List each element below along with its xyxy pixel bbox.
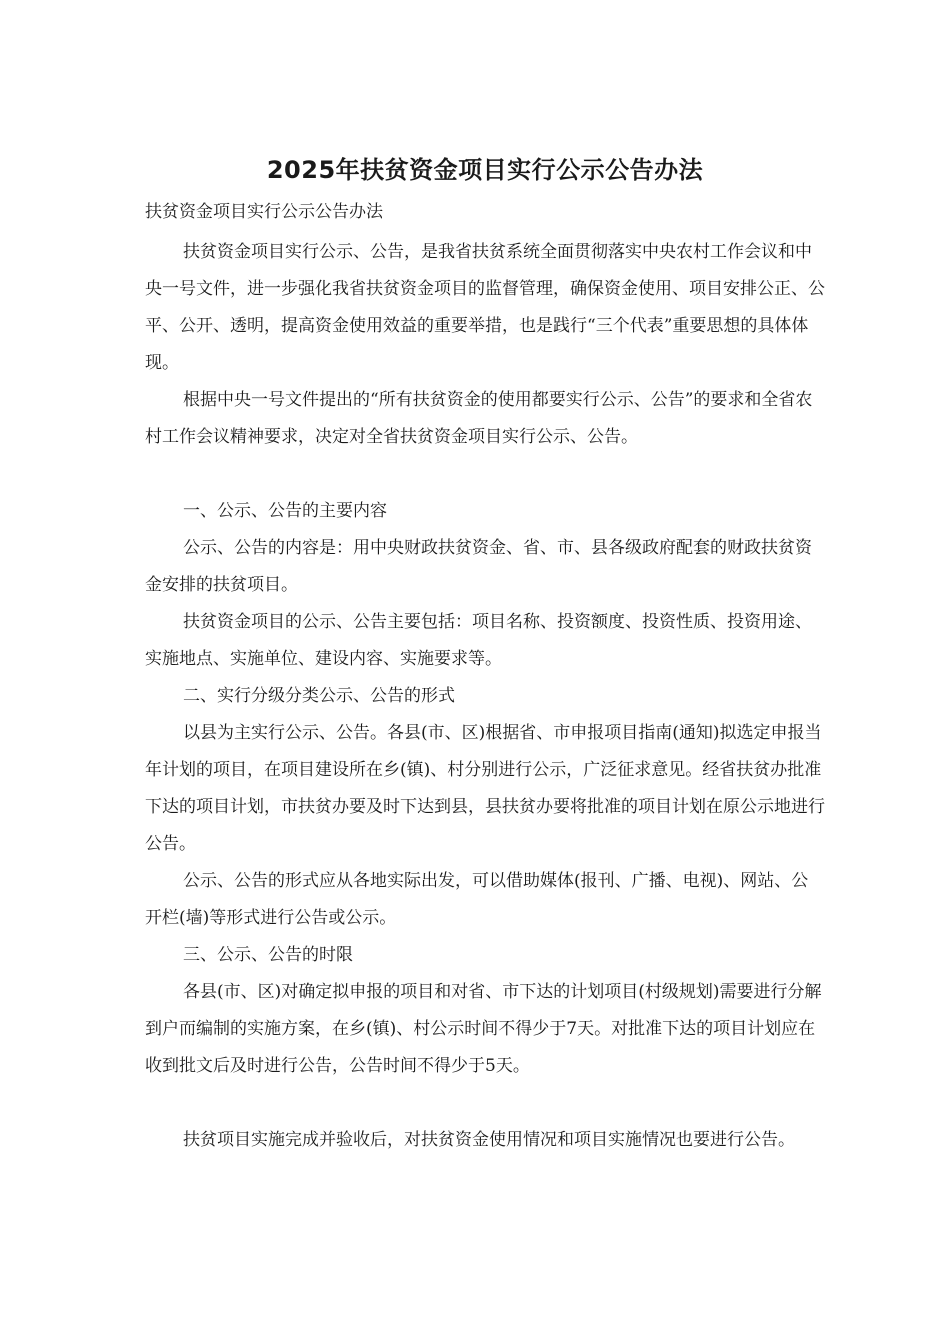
- document-title: 2025年扶贫资金项目实行公示公告办法: [266, 156, 704, 184]
- document-page: [145, 148, 825, 1159]
- blank-line: [145, 456, 825, 493]
- section-3-heading: 三、公示、公告的时限: [183, 945, 353, 965]
- document-subtitle: 扶贫资金项目实行公示公告办法: [145, 202, 383, 222]
- section-3-paragraph-2: 扶贫项目实施完成并验收后，对扶贫资金使用情况和项目实施情况也要进行公告。: [183, 1130, 795, 1150]
- intro-paragraph-1: 扶贫资金项目实行公示、公告，是我省扶贫系统全面贯彻落实中央农村工作会议和中央一号文件，进一步强化我省扶贫资金项目的监督管理，确保资金使用、项目安排公正、公平、公开、透明，提高资金使用效益的重要举措，也是践行“三个代表”重要思想的具体体现。: [145, 242, 825, 373]
- section-2-paragraph-1: 以县为主实行公示、公告。各县(市、区)根据省、市申报项目指南(通知)拟选定申报当年计划的项目，在项目建设所在乡(镇)、村分别进行公示，广泛征求意见。经省扶贫办批准下达的项目计划，市扶贫办要及时下达到县，县扶贫办要将批准的项目计划在原公示地进行公告。: [145, 723, 825, 854]
- section-2-heading: 二、实行分级分类公示、公告的形式: [183, 686, 455, 706]
- section-1-paragraph-2: 扶贫资金项目的公示、公告主要包括：项目名称、投资额度、投资性质、投资用途、实施地点、实施单位、建设内容、实施要求等。: [145, 612, 812, 669]
- section-1-heading: 一、公示、公告的主要内容: [183, 501, 387, 521]
- blank-line: [145, 1085, 825, 1122]
- section-3-paragraph-1: 各县(市、区)对确定拟申报的项目和对省、市下达的计划项目(村级规划)需要进行分解到户而编制的实施方案，在乡(镇)、村公示时间不得少于7天。对批准下达的项目计划应在收到批文后及时进行公告，公告时间不得少于5天。: [145, 982, 822, 1076]
- section-1-paragraph-1: 公示、公告的内容是：用中央财政扶贫资金、省、市、县各级政府配套的财政扶贫资金安排的扶贫项目。: [145, 538, 812, 595]
- intro-paragraph-2: 根据中央一号文件提出的“所有扶贫资金的使用都要实行公示、公告”的要求和全省农村工作会议精神要求，决定对全省扶贫资金项目实行公示、公告。: [145, 390, 813, 447]
- section-2-paragraph-2: 公示、公告的形式应从各地实际出发，可以借助媒体(报刊、广播、电视)、网站、公开栏(墙)等形式进行公告或公示。: [145, 871, 809, 928]
